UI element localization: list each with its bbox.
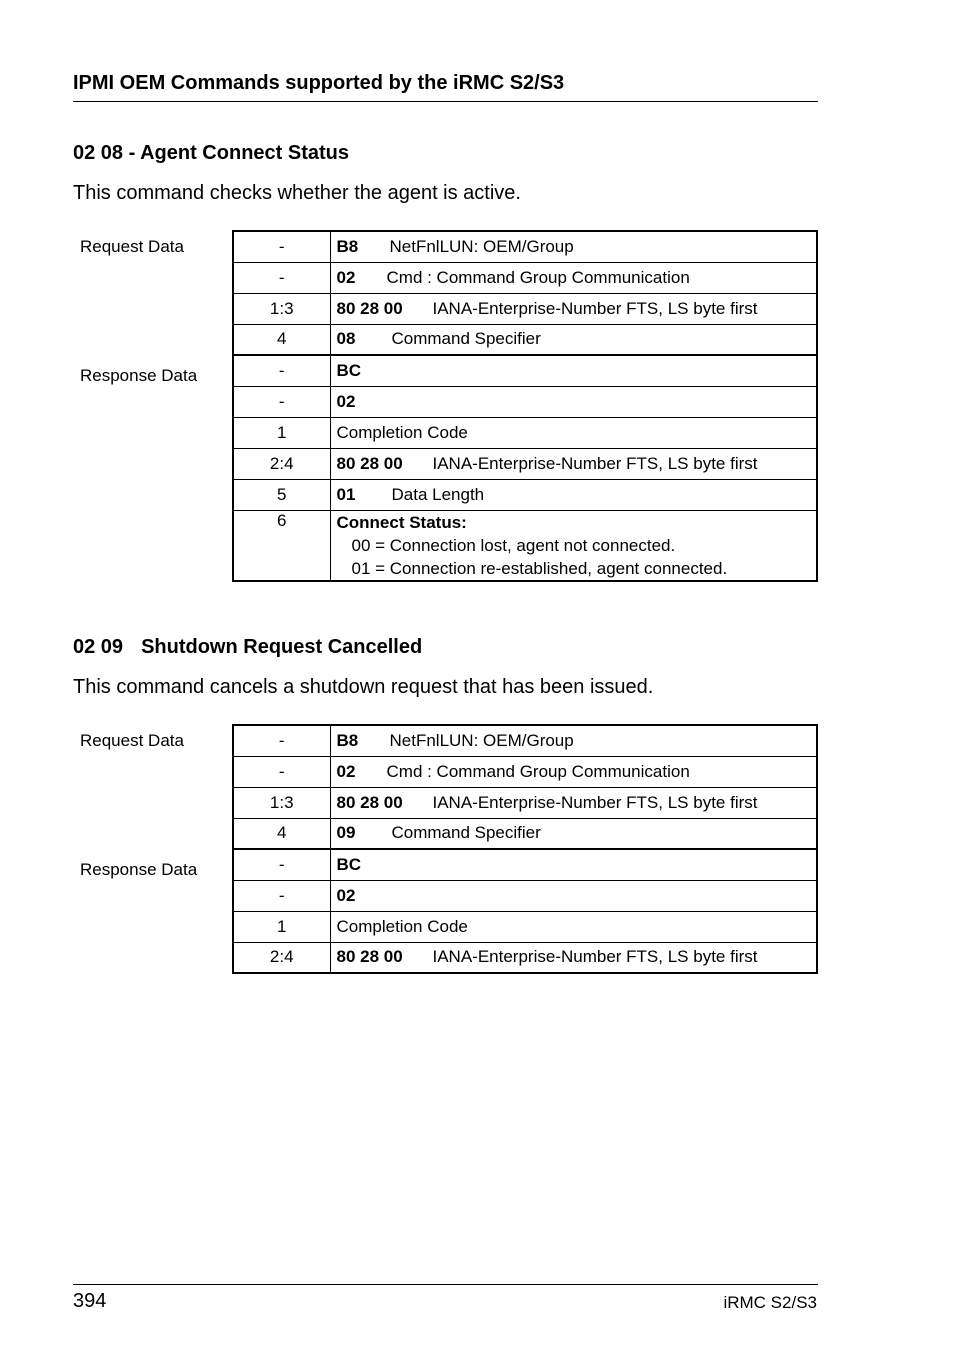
table-row bbox=[233, 510, 817, 581]
byte-index: - bbox=[233, 231, 330, 262]
byte-index: 2:4 bbox=[233, 448, 330, 479]
byte-index: 1 bbox=[233, 417, 330, 448]
byte-value bbox=[330, 231, 817, 262]
table-row bbox=[233, 911, 817, 942]
section-intro: This command cancels a shutdown request that has been issued. bbox=[73, 676, 654, 698]
byte-index: 2:4 bbox=[233, 942, 330, 973]
byte-code: 80 28 00 bbox=[336, 298, 403, 318]
byte-description: IANA-Enterprise-Number FTS, LS byte first bbox=[432, 298, 758, 318]
table-row bbox=[233, 849, 817, 880]
section-number: 02 08 - bbox=[73, 142, 136, 164]
byte-index: 1:3 bbox=[233, 293, 330, 324]
footer-rule bbox=[73, 1284, 818, 1285]
table-row bbox=[233, 324, 817, 355]
byte-description: Completion Code bbox=[336, 422, 468, 442]
section-title bbox=[73, 636, 422, 659]
byte-description: Command Specifier bbox=[391, 823, 541, 843]
byte-description: Completion Code bbox=[336, 916, 468, 936]
byte-value bbox=[330, 756, 817, 787]
table-row bbox=[233, 448, 817, 479]
table-row bbox=[233, 231, 817, 262]
byte-index: - bbox=[233, 880, 330, 911]
table-row bbox=[233, 787, 817, 818]
response-data-label: Response Data bbox=[80, 366, 198, 385]
byte-value bbox=[330, 448, 817, 479]
byte-code: BC bbox=[336, 854, 362, 874]
byte-value bbox=[330, 880, 817, 911]
byte-value bbox=[330, 386, 817, 417]
byte-index: - bbox=[233, 725, 330, 756]
byte-value bbox=[330, 324, 817, 355]
byte-description: Command Specifier bbox=[391, 329, 541, 349]
byte-code: B8 bbox=[336, 730, 359, 750]
byte-index: - bbox=[233, 386, 330, 417]
table-row bbox=[233, 756, 817, 787]
byte-code: BC bbox=[336, 360, 362, 380]
shutdown-request-cancelled-table bbox=[232, 724, 818, 974]
byte-value bbox=[330, 510, 817, 581]
byte-description: NetFnlLUN: OEM/Group bbox=[389, 730, 574, 750]
byte-code: 02 bbox=[336, 267, 356, 287]
table-row bbox=[233, 880, 817, 911]
response-data-label: Response Data bbox=[80, 860, 198, 879]
byte-code: 80 28 00 bbox=[336, 947, 403, 967]
section-number: 02 09 bbox=[73, 636, 124, 658]
request-data-label: Request Data bbox=[80, 731, 184, 750]
byte-index: 6 bbox=[233, 510, 330, 581]
byte-value bbox=[330, 479, 817, 510]
table-row bbox=[233, 262, 817, 293]
document-name: iRMC S2/S3 bbox=[723, 1293, 817, 1312]
byte-value bbox=[330, 293, 817, 324]
byte-code: 08 bbox=[336, 329, 356, 349]
table-row bbox=[233, 725, 817, 756]
byte-value bbox=[330, 417, 817, 448]
connect-status-heading: Connect Status: bbox=[336, 512, 467, 532]
byte-index: 4 bbox=[233, 818, 330, 849]
section-intro: This command checks whether the agent is active. bbox=[73, 182, 521, 204]
status-option: 01 = Connection re-established, agent connected. bbox=[351, 558, 728, 578]
page-number: 394 bbox=[73, 1290, 107, 1312]
byte-value bbox=[330, 355, 817, 386]
byte-code: 80 28 00 bbox=[336, 453, 403, 473]
section-name: Shutdown Request Cancelled bbox=[141, 636, 423, 658]
table-row bbox=[233, 479, 817, 510]
byte-index: - bbox=[233, 355, 330, 386]
byte-value bbox=[330, 787, 817, 818]
byte-description: Cmd : Command Group Communication bbox=[386, 761, 690, 781]
byte-value bbox=[330, 262, 817, 293]
byte-value bbox=[330, 725, 817, 756]
byte-code: 01 bbox=[336, 484, 356, 504]
byte-index: 1:3 bbox=[233, 787, 330, 818]
table-row bbox=[233, 386, 817, 417]
byte-code: 02 bbox=[336, 761, 356, 781]
byte-index: 1 bbox=[233, 911, 330, 942]
byte-code: B8 bbox=[336, 236, 359, 256]
byte-index: 5 bbox=[233, 479, 330, 510]
byte-index: - bbox=[233, 849, 330, 880]
table-row bbox=[233, 417, 817, 448]
table-row bbox=[233, 293, 817, 324]
agent-connect-status-table bbox=[232, 230, 818, 582]
byte-description: Data Length bbox=[391, 484, 485, 504]
section-title bbox=[73, 142, 349, 165]
byte-description: Cmd : Command Group Communication bbox=[386, 267, 690, 287]
table-row bbox=[233, 818, 817, 849]
byte-index: - bbox=[233, 756, 330, 787]
byte-description: IANA-Enterprise-Number FTS, LS byte first bbox=[432, 947, 758, 967]
byte-code: 80 28 00 bbox=[336, 792, 403, 812]
byte-value bbox=[330, 818, 817, 849]
table-row bbox=[233, 355, 817, 386]
byte-value bbox=[330, 942, 817, 973]
byte-code: 09 bbox=[336, 823, 356, 843]
request-data-label: Request Data bbox=[80, 237, 184, 256]
byte-value bbox=[330, 911, 817, 942]
byte-code: 02 bbox=[336, 885, 356, 905]
byte-code: 02 bbox=[336, 391, 356, 411]
byte-description: IANA-Enterprise-Number FTS, LS byte first bbox=[432, 453, 758, 473]
header-rule bbox=[73, 101, 818, 102]
byte-value bbox=[330, 849, 817, 880]
section-name: Agent Connect Status bbox=[140, 142, 349, 164]
page-header-title: IPMI OEM Commands supported by the iRMC S2/S3 bbox=[73, 72, 565, 94]
byte-description: IANA-Enterprise-Number FTS, LS byte first bbox=[432, 792, 758, 812]
table-row bbox=[233, 942, 817, 973]
byte-description: NetFnlLUN: OEM/Group bbox=[389, 236, 574, 256]
byte-index: 4 bbox=[233, 324, 330, 355]
status-option: 00 = Connection lost, agent not connected. bbox=[351, 535, 676, 555]
byte-index: - bbox=[233, 262, 330, 293]
